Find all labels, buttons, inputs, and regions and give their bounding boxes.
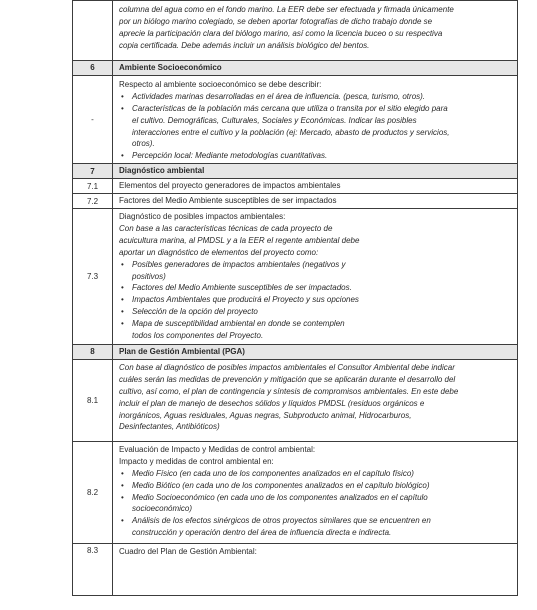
section-row bbox=[73, 61, 518, 76]
row-text: Elementos del proyecto generadores de impactos ambientales bbox=[113, 179, 518, 194]
table-row bbox=[73, 75, 518, 163]
list-item: • Posibles generadores de impactos ambientales (negativos y positivos) bbox=[132, 259, 512, 283]
text-line: columna del agua como en el fondo marino. La EER debe ser efectuada y firmada únicamente bbox=[119, 5, 454, 14]
text-line: aportar un diagnóstico de elementos del proyecto como: bbox=[119, 247, 319, 257]
row-intro-secondary: Impacto y medidas de control ambiental en: bbox=[119, 456, 274, 466]
list-item: • Selección de la opción del proyecto bbox=[132, 306, 512, 318]
text-line: Con base al diagnóstico de posibles impactos ambientales el Consultor Ambiental debe indicar bbox=[119, 362, 455, 372]
list-item: • Impactos Ambientales que producirá el Proyecto y sus opciones bbox=[132, 294, 512, 306]
row-number: 7.1 bbox=[73, 179, 113, 194]
row-content bbox=[113, 441, 518, 543]
table-row bbox=[73, 194, 518, 209]
table-row bbox=[73, 441, 518, 543]
table-row bbox=[73, 1, 518, 61]
text-line: Con base a las características técnicas de cada proyecto de bbox=[119, 223, 333, 233]
list-item: • Medio Socioeconómico (en cada uno de los componentes analizados en el capítulo socioeconómico) bbox=[132, 492, 512, 516]
section-number: 8 bbox=[73, 344, 113, 359]
text-line: cuáles serán las medidas de prevención y mitigación que se aplicarán durante el desarrollo del bbox=[119, 374, 456, 384]
list-item: • Factores del Medio Ambiente susceptibles de ser impactados. bbox=[132, 282, 512, 294]
text-line: inorgánicos, Aguas residuales, Aguas negras, Subproducto animal, Hidrocarburos, bbox=[119, 410, 412, 420]
section-number: 7 bbox=[73, 164, 113, 179]
list-item: • Medio Físico (en cada uno de los componentes analizados en el capítulo físico) bbox=[132, 468, 512, 480]
text-line: aprecie la participación clara del biólogo marino, así como la licencia buceo o su respectiva bbox=[119, 28, 443, 38]
text-line: incluir el plan de manejo de desechos sólidos y líquidos PMDSL (residuos orgánicos e bbox=[119, 398, 425, 408]
section-row bbox=[73, 344, 518, 359]
bullet-list bbox=[119, 259, 512, 342]
text-line: por un biólogo marino colegiado, se deben aportar fotografías de dicho trabajo donde se bbox=[119, 16, 433, 26]
row-intro: Diagnóstico de posibles impactos ambientales: bbox=[119, 211, 286, 221]
list-item: • Características de la población más cercana que utiliza o transita por el sitio elegido para el cultivo. Demográficas, Culturales, Sociales y Económicas. Indicar las posibles interacciones entre el cultivo y la población (ej: Mercado, abasto de productos y servicios, otros). bbox=[132, 103, 512, 151]
bullet-list bbox=[119, 468, 512, 539]
row-content bbox=[113, 208, 518, 344]
list-item: • Actividades marinas desarrolladas en el área de influencia. (pesca, turismo, otros). bbox=[132, 91, 512, 103]
table-row bbox=[73, 543, 518, 595]
row-intro: Evaluación de Impacto y Medidas de control ambiental: bbox=[119, 444, 316, 454]
list-item: • Medio Biótico (en cada uno de los componentes analizados en el capítulo biológico) bbox=[132, 480, 512, 492]
table-row bbox=[73, 208, 518, 344]
row-content bbox=[113, 359, 518, 441]
table-row bbox=[73, 179, 518, 194]
bullet-list bbox=[119, 91, 512, 162]
row-content bbox=[113, 1, 518, 61]
row-text: Factores del Medio Ambiente susceptibles de ser impactados bbox=[113, 194, 518, 209]
section-title: Diagnóstico ambiental bbox=[113, 164, 518, 179]
row-number: 8.1 bbox=[73, 359, 113, 441]
row-intro: Respecto al ambiente socioeconómico se debe describir: bbox=[119, 79, 322, 89]
section-row bbox=[73, 164, 518, 179]
section-title: Ambiente Socioeconómico bbox=[113, 61, 518, 76]
row-number: 7.2 bbox=[73, 194, 113, 209]
list-item: • Mapa de susceptibilidad ambiental en donde se contemplen todos los componentes del Proyecto. bbox=[132, 318, 512, 342]
row-number: - bbox=[73, 75, 113, 163]
text-line: acuicultura marina, al PMDSL y a la EER el regente ambiental debe bbox=[119, 235, 360, 245]
section-number: 6 bbox=[73, 61, 113, 76]
row-number: 7.3 bbox=[73, 208, 113, 344]
requirements-table bbox=[72, 0, 518, 596]
text-line: cultivo, así como, el plan de contingencia y síntesis de compromisos ambientales. En este debe bbox=[119, 386, 459, 396]
section-title: Plan de Gestión Ambiental (PGA) bbox=[113, 344, 518, 359]
list-item: • Percepción local: Mediante metodologías cuantitativas. bbox=[132, 150, 512, 162]
text-line: copia certificada. Debe además incluir un análisis biológico del bentos. bbox=[119, 40, 370, 50]
row-number bbox=[73, 1, 113, 61]
row-text: Cuadro del Plan de Gestión Ambiental: bbox=[113, 543, 518, 595]
list-item: • Análisis de los efectos sinérgicos de otros proyectos similares que se encuentren en construcción y operación dentro del área de influencia directa e indirecta. bbox=[132, 515, 512, 539]
row-number: 8.2 bbox=[73, 441, 113, 543]
table-row bbox=[73, 359, 518, 441]
row-content bbox=[113, 75, 518, 163]
text-line: Desinfectantes, Antibióticos) bbox=[119, 422, 220, 432]
row-number: 8.3 bbox=[73, 543, 113, 595]
